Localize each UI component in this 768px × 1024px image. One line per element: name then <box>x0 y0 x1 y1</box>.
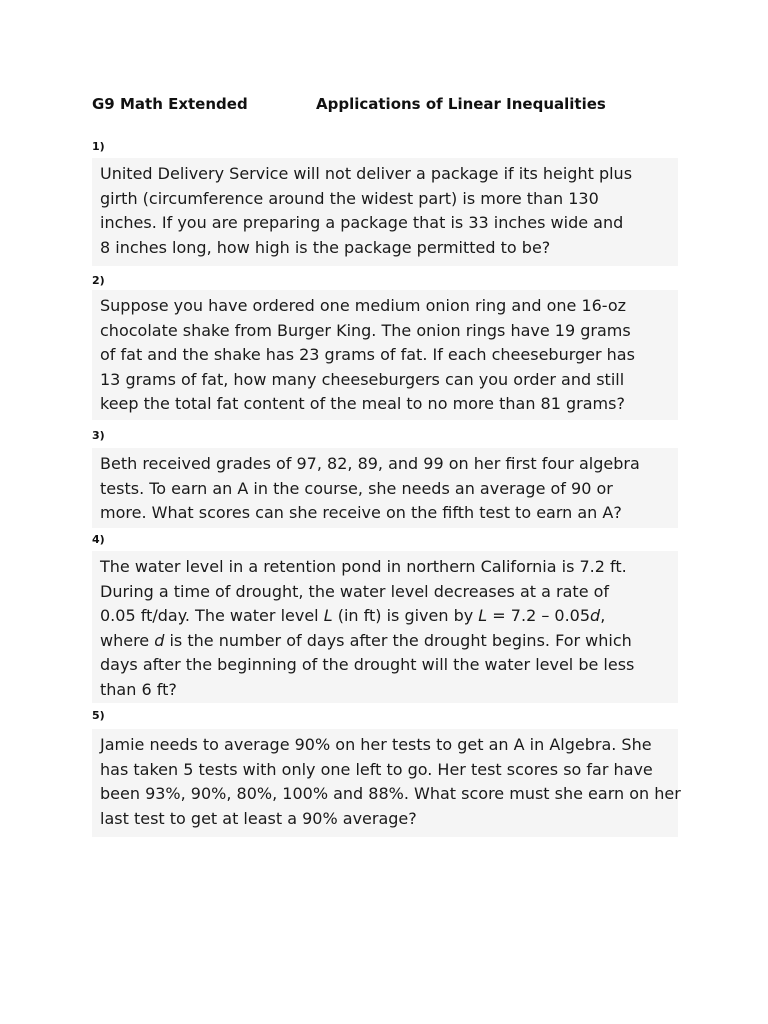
question-line: chocolate shake from Burger King. The onion rings have 19 grams <box>100 320 631 340</box>
formula-text: 0.05 ft/day. The water level <box>100 606 324 625</box>
question-2-number: 2) <box>92 274 105 287</box>
question-4-text <box>92 551 678 703</box>
course-name: G9 Math Extended <box>92 95 248 113</box>
question-2-text <box>92 290 678 420</box>
question-4-number: 4) <box>92 533 105 546</box>
question-line: 13 grams of fat, how many cheeseburgers can you order and still <box>100 369 625 389</box>
question-line: days after the beginning of the drought will the water level be less <box>100 655 635 674</box>
question-line: tests. To earn an A in the course, she needs an average of 90 or <box>100 478 613 498</box>
variable-L: L <box>323 606 333 625</box>
question-line: keep the total fat content of the meal to no more than 81 grams? <box>100 394 625 413</box>
question-line-with-formula <box>100 604 672 629</box>
question-line: been 93%, 90%, 80%, 100% and 88%. What score must she earn on her <box>100 784 681 803</box>
question-1-number: 1) <box>92 140 105 153</box>
question-line: Jamie needs to average 90% on her tests to get an A in Algebra. She <box>100 735 652 754</box>
formula-text: = 7.2 – 0.05 <box>487 606 591 625</box>
variable-L: L <box>478 606 488 625</box>
question-5-text <box>92 729 681 837</box>
question-line: has taken 5 tests with only one left to go. Her test scores so far have <box>100 759 653 779</box>
formula-text: , <box>600 606 606 625</box>
question-line: United Delivery Service will not deliver a package if its height plus <box>100 164 633 183</box>
question-line: During a time of drought, the water level decreases at a rate of <box>100 581 610 601</box>
question-line: Beth received grades of 97, 82, 89, and 99 on her first four algebra <box>100 454 640 473</box>
formula-text: (in ft) is given by <box>332 606 479 625</box>
question-line: inches. If you are preparing a package that is 33 inches wide and <box>100 213 624 232</box>
variable-d: d <box>590 606 601 625</box>
variable-d: d <box>154 630 165 650</box>
question-3-number: 3) <box>92 429 105 442</box>
worksheet-header <box>0 92 768 118</box>
question-line-with-variable <box>100 629 672 654</box>
question-1-text <box>92 158 678 266</box>
question-line: of fat and the shake has 23 grams of fat. If each cheeseburger has <box>100 345 635 364</box>
question-line: more. What scores can she receive on the fifth test to earn an A? <box>100 503 622 522</box>
formula-text: where <box>100 630 155 650</box>
question-line: than 6 ft? <box>100 679 177 699</box>
worksheet-title: Applications of Linear Inequalities <box>316 95 606 113</box>
question-line: The water level in a retention pond in northern California is 7.2 ft. <box>100 557 627 576</box>
question-3-text <box>92 448 678 528</box>
formula-text: is the number of days after the drought begins. For which <box>164 630 632 650</box>
question-line: 8 inches long, how high is the package permitted to be? <box>100 237 551 257</box>
question-line: girth (circumference around the widest part) is more than 130 <box>100 188 599 208</box>
question-line: last test to get at least a 90% average? <box>100 808 417 828</box>
question-line: Suppose you have ordered one medium onion ring and one 16-oz <box>100 296 627 315</box>
question-5-number: 5) <box>92 709 105 722</box>
